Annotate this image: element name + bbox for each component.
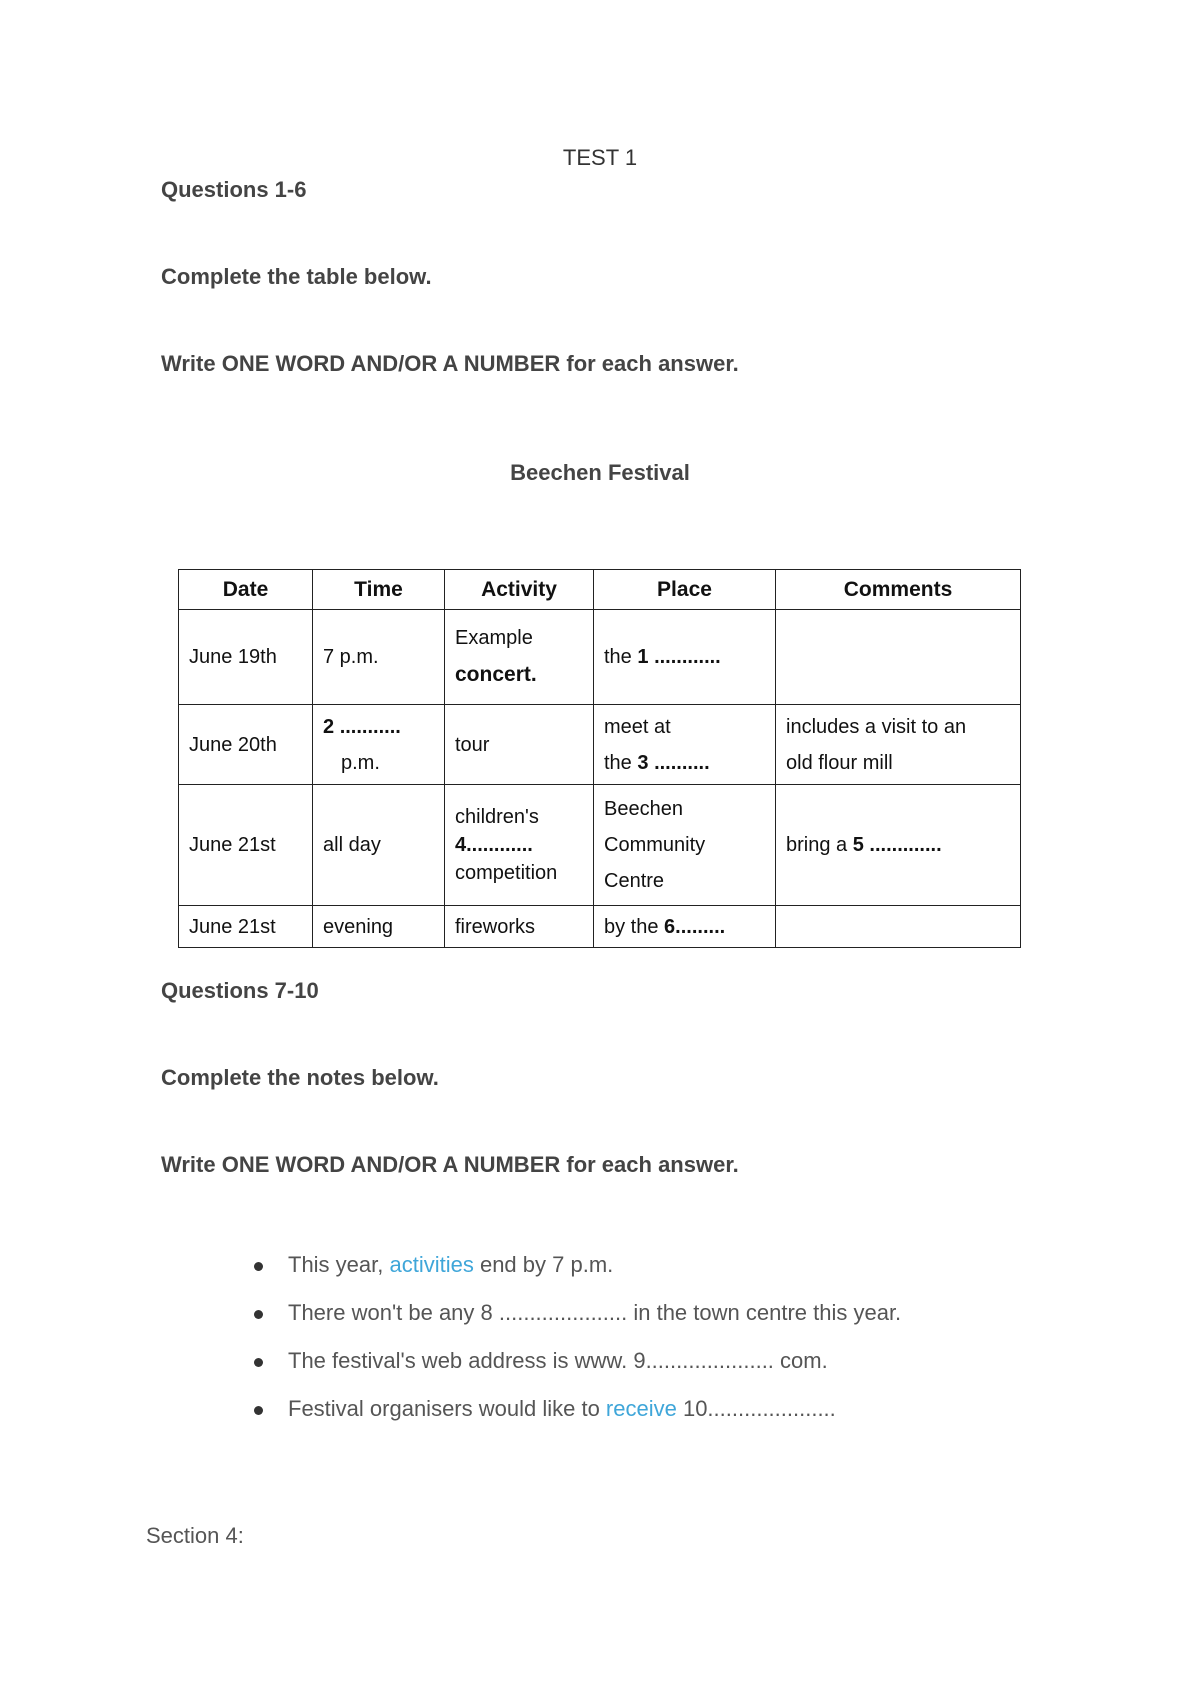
note-text-question-8: There won't be any 8 ..................... in the town centre this year. bbox=[288, 1300, 902, 1325]
question-number-5: 5 bbox=[852, 834, 864, 856]
example-label: Example bbox=[455, 627, 533, 650]
notes-answer-rule: Write ONE WORD AND/OR A NUMBER for each answer. bbox=[161, 1152, 739, 1177]
cell-date: June 20th bbox=[179, 705, 313, 785]
questions-7-10-heading: Questions 7-10 bbox=[161, 978, 319, 1003]
cell-time: all day bbox=[313, 785, 445, 906]
activity-line: competition bbox=[455, 862, 558, 884]
cell-place bbox=[594, 705, 776, 785]
place-prefix: the bbox=[604, 751, 632, 774]
note-text-question-9: The festival's web address is www. 9..................... com. bbox=[288, 1348, 828, 1373]
cell-activity: fireworks bbox=[445, 906, 594, 948]
page-title: TEST 1 bbox=[562, 145, 638, 170]
question-number-6: 6 bbox=[664, 915, 676, 938]
receive-link[interactable]: receive bbox=[605, 1396, 677, 1421]
header-place: Place bbox=[594, 570, 776, 610]
list-item bbox=[254, 1395, 901, 1443]
cell-activity bbox=[445, 785, 594, 906]
comments-prefix: bring a bbox=[786, 834, 848, 856]
header-comments: Comments bbox=[776, 570, 1021, 610]
cell-place bbox=[594, 906, 776, 948]
place-line: Centre bbox=[604, 870, 665, 892]
cell-time: evening bbox=[313, 906, 445, 948]
bullet-icon bbox=[254, 1358, 263, 1367]
table-title: Beechen Festival bbox=[510, 460, 690, 485]
cell-date: June 19th bbox=[179, 610, 313, 705]
activities-link[interactable]: activities bbox=[389, 1252, 474, 1277]
example-answer: concert. bbox=[455, 663, 537, 687]
cell-comments bbox=[776, 610, 1021, 705]
bullet-icon bbox=[254, 1310, 263, 1319]
cell-time: 7 p.m. bbox=[313, 610, 445, 705]
activity-line: children's bbox=[455, 806, 539, 828]
question-number-2: 2 bbox=[323, 715, 335, 738]
place-line: Community bbox=[604, 834, 706, 856]
table-row bbox=[179, 610, 1021, 705]
cell-date: June 21st bbox=[179, 906, 313, 948]
note-text-question-10: 10..................... bbox=[676, 1396, 836, 1421]
cell-date: June 21st bbox=[179, 785, 313, 906]
cell-place bbox=[594, 785, 776, 906]
list-item bbox=[254, 1347, 901, 1395]
table-answer-rule: Write ONE WORD AND/OR A NUMBER for each answer. bbox=[161, 351, 739, 376]
table-row bbox=[179, 785, 1021, 906]
cell-comments bbox=[776, 785, 1021, 906]
note-text: end by 7 p.m. bbox=[473, 1252, 614, 1277]
answer-blank-4[interactable]: ............ bbox=[466, 834, 533, 856]
header-date: Date bbox=[179, 570, 313, 610]
question-number-4: 4 bbox=[455, 834, 467, 856]
notes-instruction: Complete the notes below. bbox=[161, 1065, 439, 1090]
question-number-1: 1 bbox=[637, 646, 649, 668]
cell-activity bbox=[445, 610, 594, 705]
answer-blank-1[interactable]: ............ bbox=[654, 646, 721, 668]
notes-list bbox=[254, 1251, 901, 1443]
question-number-3: 3 bbox=[637, 751, 649, 774]
cell-place bbox=[594, 610, 776, 705]
answer-blank-3[interactable]: .......... bbox=[654, 751, 710, 774]
comments-line: includes a visit to an bbox=[786, 715, 967, 738]
place-line: meet at bbox=[604, 715, 671, 738]
cell-activity: tour bbox=[445, 705, 594, 785]
section-label: Section 4: bbox=[146, 1523, 244, 1548]
place-prefix: by the bbox=[604, 915, 659, 938]
bullet-icon bbox=[254, 1406, 263, 1415]
table-instruction: Complete the table below. bbox=[161, 264, 432, 289]
list-item bbox=[254, 1299, 901, 1347]
place-line: Beechen bbox=[604, 798, 683, 820]
table-row bbox=[179, 705, 1021, 785]
cell-time bbox=[313, 705, 445, 785]
bullet-icon bbox=[254, 1262, 263, 1271]
answer-blank-2[interactable]: ........... bbox=[339, 715, 401, 738]
list-item bbox=[254, 1251, 901, 1299]
comments-line: old flour mill bbox=[786, 751, 893, 774]
festival-table bbox=[178, 569, 1021, 948]
questions-1-6-heading: Questions 1-6 bbox=[161, 177, 307, 202]
answer-blank-5[interactable]: ............. bbox=[869, 834, 942, 856]
table-header-row bbox=[179, 570, 1021, 610]
header-activity: Activity bbox=[445, 570, 594, 610]
answer-blank-6[interactable]: ......... bbox=[675, 915, 726, 938]
header-time: Time bbox=[313, 570, 445, 610]
time-suffix: p.m. bbox=[341, 751, 380, 774]
note-text: Festival organisers would like to bbox=[288, 1396, 606, 1421]
place-prefix: the bbox=[604, 646, 632, 668]
cell-comments bbox=[776, 705, 1021, 785]
table-row bbox=[179, 906, 1021, 948]
note-text: This year, bbox=[288, 1252, 390, 1277]
cell-comments bbox=[776, 906, 1021, 948]
